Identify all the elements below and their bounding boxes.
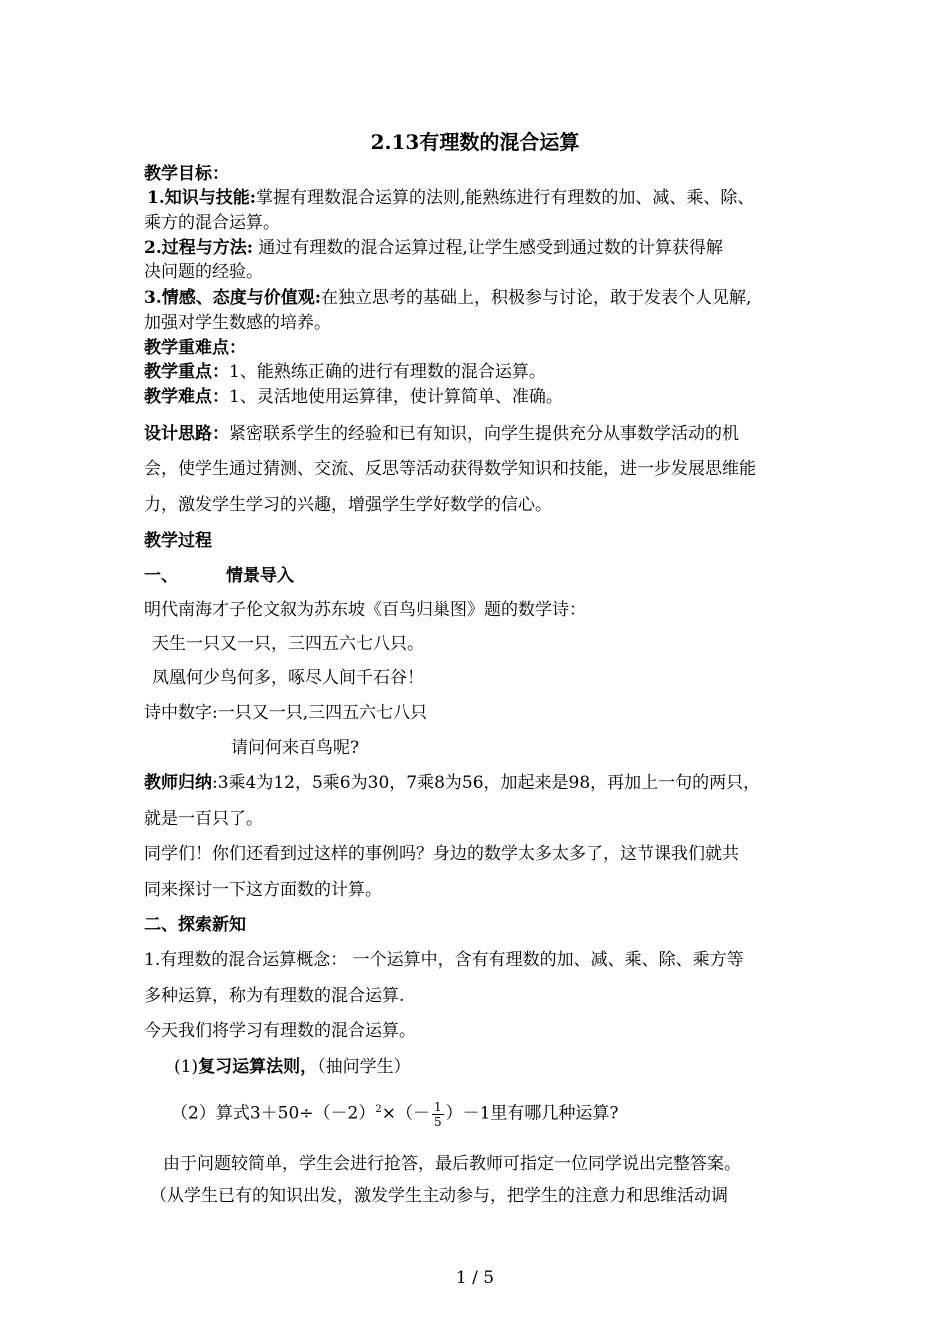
difficulty-label: 教学难点： [144, 387, 229, 407]
poem-question-line: 请问何来百鸟呢? [231, 738, 360, 758]
page-number: 1 / 5 [455, 1268, 495, 1288]
answer-line: 由于问题较简单，学生会进行抢答，最后教师可指定一位同学说出完整答案。 [163, 1154, 741, 1174]
objective-2-line-1 [144, 237, 723, 259]
section-1-heading [144, 565, 294, 587]
objective-2-line-2: 决问题的经验。 [144, 262, 263, 282]
concept-line-2: 多种运算，称为有理数的混合运算. [144, 986, 405, 1006]
objective-3-label: 3.情感、态度与价值观: [144, 288, 322, 308]
objective-2-label: 2.过程与方法: [144, 238, 254, 258]
concept-line-1: 1.有理数的混合运算概念： 一个运算中，含有有理数的加、减、乘、除、乘方等 [144, 950, 744, 970]
objective-1-line-1 [147, 187, 754, 209]
teacher-summary-text: :3乘4为12，5乘6为30，7乘8为56，加起来是98，再加上一句的两只， [212, 773, 761, 793]
focus-label: 教学重点： [144, 362, 229, 382]
teacher-summary-label: 教师归纳 [144, 773, 212, 793]
expression-exponent: 2 [375, 1104, 382, 1115]
objective-2-text: 通过有理数的混合运算过程,让学生感受到通过数的计算获得解 [253, 238, 723, 258]
today-line: 今天我们将学习有理数的混合运算。 [144, 1021, 416, 1041]
objective-3-line-1 [144, 287, 751, 309]
design-text: 紧密联系学生的经验和已有知识，向学生提供充分从事数学活动的机 [229, 424, 739, 444]
expression-fraction [432, 1100, 444, 1129]
teacher-summary-line-1 [144, 772, 760, 794]
objective-1-line-2: 乘方的混合运算。 [144, 213, 280, 233]
review-line [174, 1056, 411, 1078]
section-1-title: 情景导入 [226, 566, 294, 586]
teacher-summary-line-2: 就是一百只了。 [144, 809, 263, 829]
poem-line-2: 凤凰何少鸟何多，啄尽人间千石谷！ [152, 668, 424, 688]
expression-suffix: ）－1里有哪几种运算? [445, 1103, 619, 1124]
note-line: （从学生已有的知识出发，激发学生主动参与，把学生的注意力和思维活动调 [150, 1186, 728, 1206]
students-line-1: 同学们！你们还看到过这样的事例吗？身边的数学太多太多了，这节课我们就共 [144, 844, 739, 864]
fraction-numerator: 1 [433, 1099, 442, 1114]
objective-3-line-2: 加强对学生数感的培养。 [144, 313, 331, 333]
difficulty-text: 1、灵活地使用运算律，使计算简单、准确。 [229, 387, 563, 407]
poem-numbers-line: 诗中数字:一只又一只,三四五六七八只 [144, 703, 428, 723]
section-2-heading: 二、探索新知 [144, 915, 246, 935]
focus-line [144, 361, 546, 383]
process-heading: 教学过程 [144, 531, 212, 551]
design-line-3: 力，激发学生学习的兴趣，增强学生学好数学的信心。 [144, 495, 552, 515]
expression-middle: ×（－ [381, 1103, 430, 1124]
focus-text: 1、能熟练正确的进行有理数的混合运算。 [229, 362, 546, 382]
document-title: 2.13有理数的混合运算 [370, 130, 580, 154]
design-line-1 [144, 423, 739, 445]
objective-1-text: 掌握有理数混合运算的法则,能熟练进行有理数的加、减、乘、除、 [256, 188, 755, 208]
expression-line [171, 1092, 619, 1132]
objective-3-text: 在独立思考的基础上，积极参与讨论，敢于发表个人见解, [321, 288, 752, 308]
difficulty-line [144, 386, 563, 408]
keypoints-heading: 教学重难点： [144, 338, 246, 358]
objective-1-label: 1.知识与技能: [147, 188, 257, 208]
students-line-2: 同来探讨一下这方面数的计算。 [144, 880, 382, 900]
design-line-2: 会，使学生通过猜测、交流、反思等活动获得数学知识和技能，进一步发展思维能 [144, 459, 756, 479]
fraction-denominator: 5 [433, 1114, 442, 1129]
section-1-number: 一、 [144, 566, 178, 586]
review-bold-text: 复习运算法则， [198, 1057, 318, 1077]
design-label: 设计思路： [144, 424, 229, 444]
expression-prefix: （2）算式3＋50÷（－2） [171, 1103, 376, 1124]
intro-line: 明代南海才子伦文叙为苏东坡《百鸟归巢图》题的数学诗： [144, 600, 586, 620]
review-rest-text: （抽问学生） [317, 1057, 411, 1077]
objectives-heading: 教学目标： [144, 164, 229, 184]
review-number: (1) [174, 1057, 199, 1077]
poem-line-1: 天生一只又一只，三四五六七八只。 [152, 634, 424, 654]
